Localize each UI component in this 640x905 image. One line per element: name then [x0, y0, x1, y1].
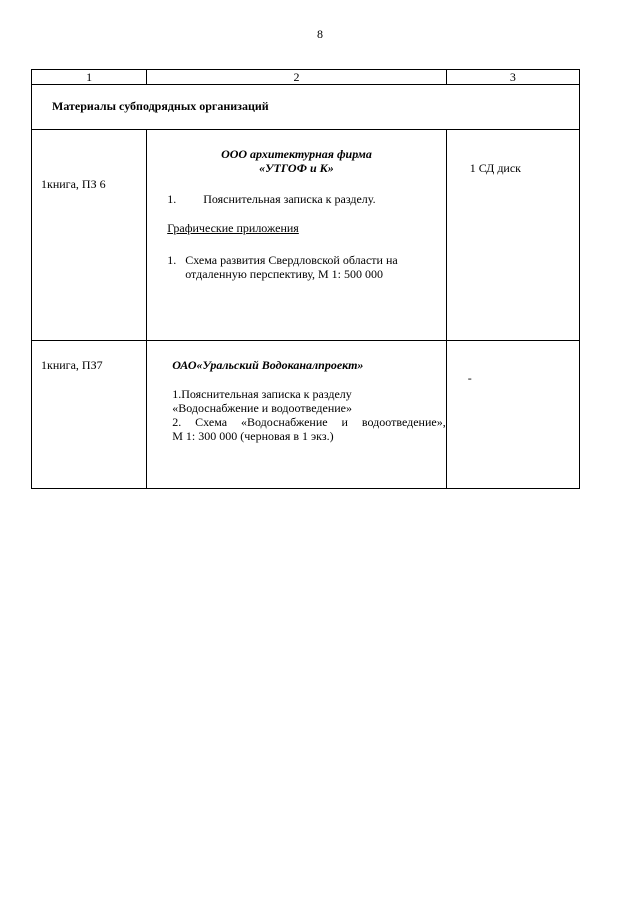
item-number: 1.	[167, 253, 177, 267]
graphics-title: Графические приложения	[167, 221, 299, 235]
org-name-line1: ООО архитектурная фирма	[221, 147, 372, 161]
list-item	[147, 253, 446, 281]
org-name-line2: «УТГОФ и К»	[259, 161, 334, 175]
description-line4: М 1: 300 000 (черновая в 1 экз.)	[172, 429, 334, 443]
description-line3: 2. Схема «Водоснабжение и водоотведение»,	[172, 415, 446, 429]
section-cell	[32, 85, 580, 130]
scheme-line2: отдаленную перспективу, М 1: 500 000	[185, 267, 384, 281]
item-text: Пояснительная записка к разделу.	[203, 192, 376, 206]
section-row	[32, 85, 580, 130]
section-title: Материалы субподрядных организаций	[52, 99, 269, 113]
document-table	[31, 69, 580, 489]
description-line2: «Водоснабжение и водоотведение»	[172, 401, 352, 415]
header-cell-1: 1	[32, 70, 147, 85]
table-row	[32, 341, 580, 489]
description-line1: 1.Пояснительная записка к разделу	[172, 387, 352, 401]
header-cell-3: 3	[446, 70, 579, 85]
item-number: 1.	[167, 192, 177, 206]
table-header-row	[32, 70, 580, 85]
book-cell: 1книга, ПЗ 6	[32, 130, 147, 341]
description-body	[147, 387, 446, 443]
description-cell	[147, 341, 447, 489]
book-cell: 1книга, ПЗ7	[32, 341, 147, 489]
scheme-line1: Схема развития Свердловской области на	[185, 253, 398, 267]
media-cell: 1 СД диск	[446, 130, 579, 341]
page-number: 8	[317, 27, 323, 41]
description-cell	[147, 130, 447, 341]
scheme-text	[185, 253, 398, 281]
org-name: ОАО«Уральский Водоканалпроект»	[172, 358, 364, 372]
list-item	[147, 192, 446, 206]
table-row	[32, 130, 580, 341]
header-cell-2: 2	[147, 70, 447, 85]
media-cell: -	[446, 341, 579, 489]
